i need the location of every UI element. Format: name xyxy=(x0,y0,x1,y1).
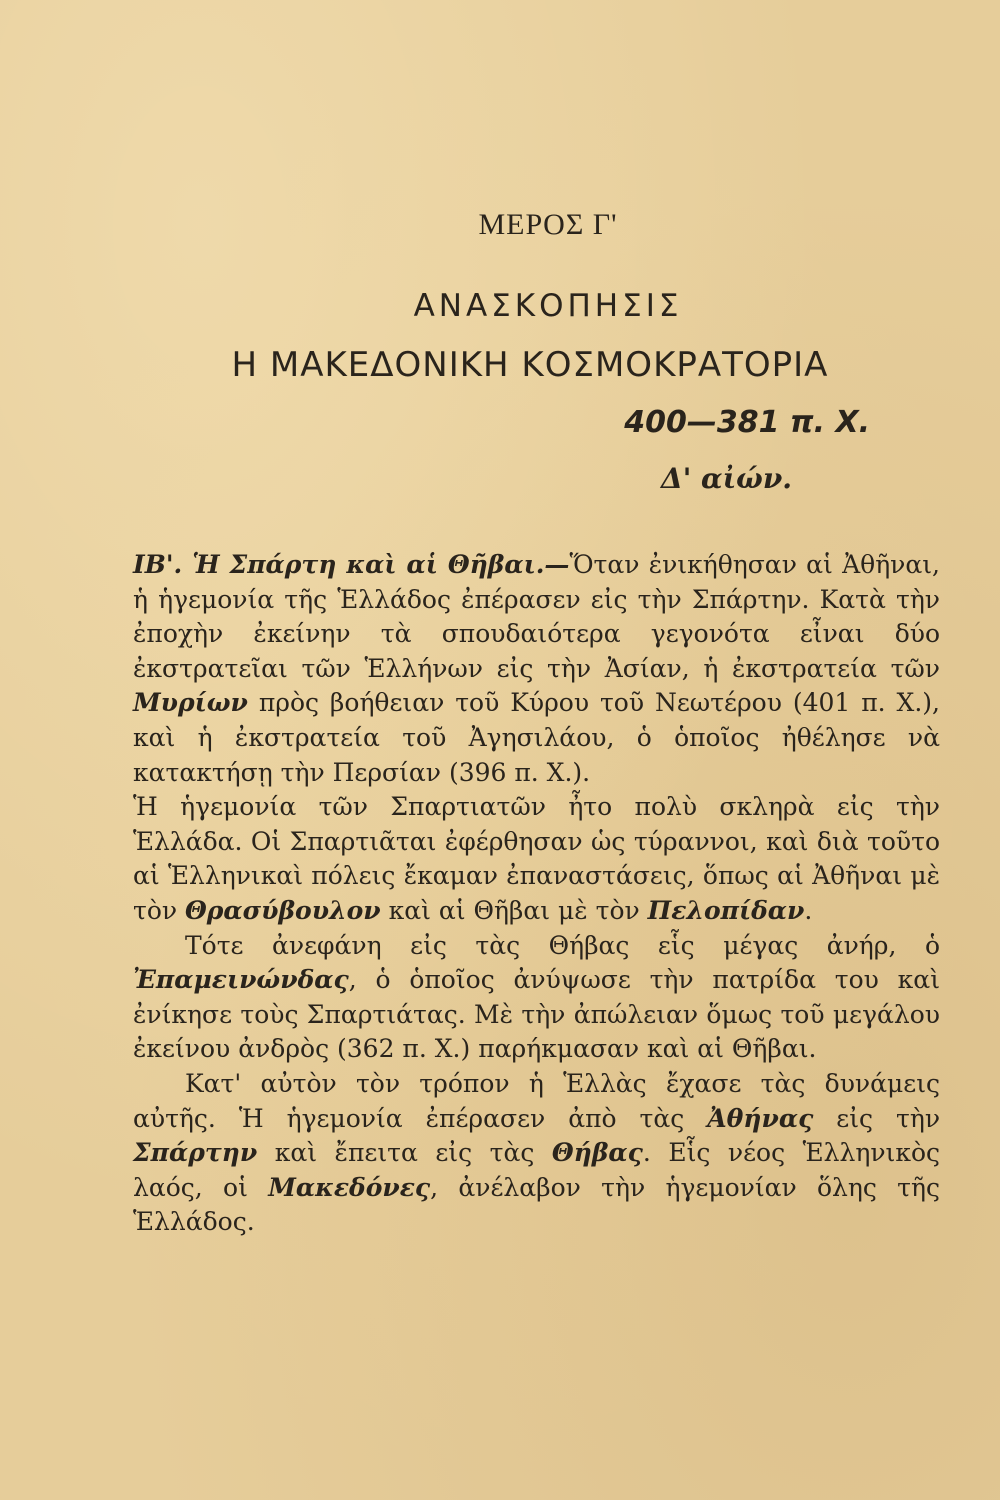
century-label: Δ' αἰών. xyxy=(661,462,792,495)
text-run: Ἡ ἡγεμονία τῶν Σπαρτιατῶν ἦτο πολὺ σκληρὰ εἰς τὴν Ἑλλάδα. Οἱ Σπαρτιᾶται ἐφέρθησαν ὡς τύραννοι, καὶ διὰ τοῦτο αἱ Ἑλληνικαὶ πόλεις ἔκαμαν ἐπαναστάσεις, ὅπως αἱ Ἀθῆναι μὲ τὸν xyxy=(133,792,940,925)
emphasis-text: Ἐπαμεινώνδας xyxy=(133,965,349,995)
text-run: Ὅταν ἐνικήθησαν αἱ Ἀθῆναι, ἡ ἡγεμονία τῆς Ἑλλάδος ἐπέρασεν εἰς τὴν Σπάρτην. Κατὰ τὴν ἐποχὴν ἐκείνην τὰ σπουδαιότερα γεγονότα εἶναι δύο ἐκστρατεῖαι τῶν Ἑλλήνων εἰς τὴν Ἀσίαν, ἡ ἐκστρατεία τῶν xyxy=(133,550,940,683)
section-heading: ΙΒ'. Ἡ Σπάρτη καὶ αἱ Θῆβαι.— xyxy=(133,550,570,579)
paragraph-3 xyxy=(133,929,940,1067)
paragraph-2 xyxy=(133,790,940,928)
text-run: καὶ ἔπειτα εἰς τὰς xyxy=(257,1138,552,1168)
text-run: εἰς τὴν xyxy=(813,1103,941,1133)
text-run: . Εἷς νέος Ἑλληνικὸς λαός, οἱ xyxy=(133,1138,941,1202)
text-run: καὶ αἱ Θῆβαι μὲ τὸν xyxy=(380,895,648,925)
emphasis-text: Σπάρτην xyxy=(133,1138,258,1168)
text-run: , ἀνέλαβον τὴν ἡγεμονίαν ὅλης τῆς Ἑλλάδος. xyxy=(133,1172,940,1237)
paragraph-1 xyxy=(133,548,940,790)
emphasis-text: Ἀθήνας xyxy=(707,1103,814,1133)
text-run: . xyxy=(804,895,813,925)
date-range: 400—381 π. Χ. xyxy=(624,405,870,440)
overview-heading: ΑΝΑΣΚΟΠΗΣΙΣ xyxy=(413,288,683,324)
page-title: Η ΜΑΚΕΔΟΝΙΚΗ ΚΟΣΜΟΚΡΑΤΟΡΙΑ xyxy=(231,345,829,385)
text-run: , ὁ ὁποῖος ἀνύψωσε τὴν πατρίδα του καὶ ἐνίκησε τοὺς Σπαρτιάτας. Μὲ τὴν ἀπώλειαν ὅμως τοῦ μεγάλου ἐκείνου ἀνδρὸς (362 π. Χ.) παρήκμασαν καὶ αἱ Θῆβαι. xyxy=(133,965,940,1064)
text-run: Κατ' αὐτὸν τὸν τρόπον ἡ Ἑλλὰς ἔχασε τὰς δυνάμεις αὐτῆς. Ἡ ἡγεμονία ἐπέρασεν ἀπὸ τὰς xyxy=(133,1068,940,1133)
emphasis-text: Μυρίων xyxy=(133,688,248,718)
text-run: πρὸς βοήθειαν τοῦ Κύρου τοῦ Νεωτέρου (401 π. Χ.), καὶ ἡ ἐκστρατεία τοῦ Ἀγησιλάου, ὁ ὁποῖος ἠθέλησε νὰ κατακτήσῃ τὴν Περσίαν (396 π. Χ.). xyxy=(133,688,940,787)
emphasis-text: Πελοπίδαν xyxy=(647,895,805,925)
body-text xyxy=(133,548,940,1240)
paragraph-4 xyxy=(133,1067,940,1240)
emphasis-text: Θήβας xyxy=(551,1138,643,1168)
emphasis-text: Μακεδόνες xyxy=(268,1172,431,1202)
text-run: Τότε ἀνεφάνη εἰς τὰς Θήβας εἷς μέγας ἀνήρ, ὁ xyxy=(185,930,940,960)
emphasis-text: Θρασύβουλον xyxy=(185,895,381,925)
part-label: ΜΕΡΟΣ Γ' xyxy=(478,208,618,241)
